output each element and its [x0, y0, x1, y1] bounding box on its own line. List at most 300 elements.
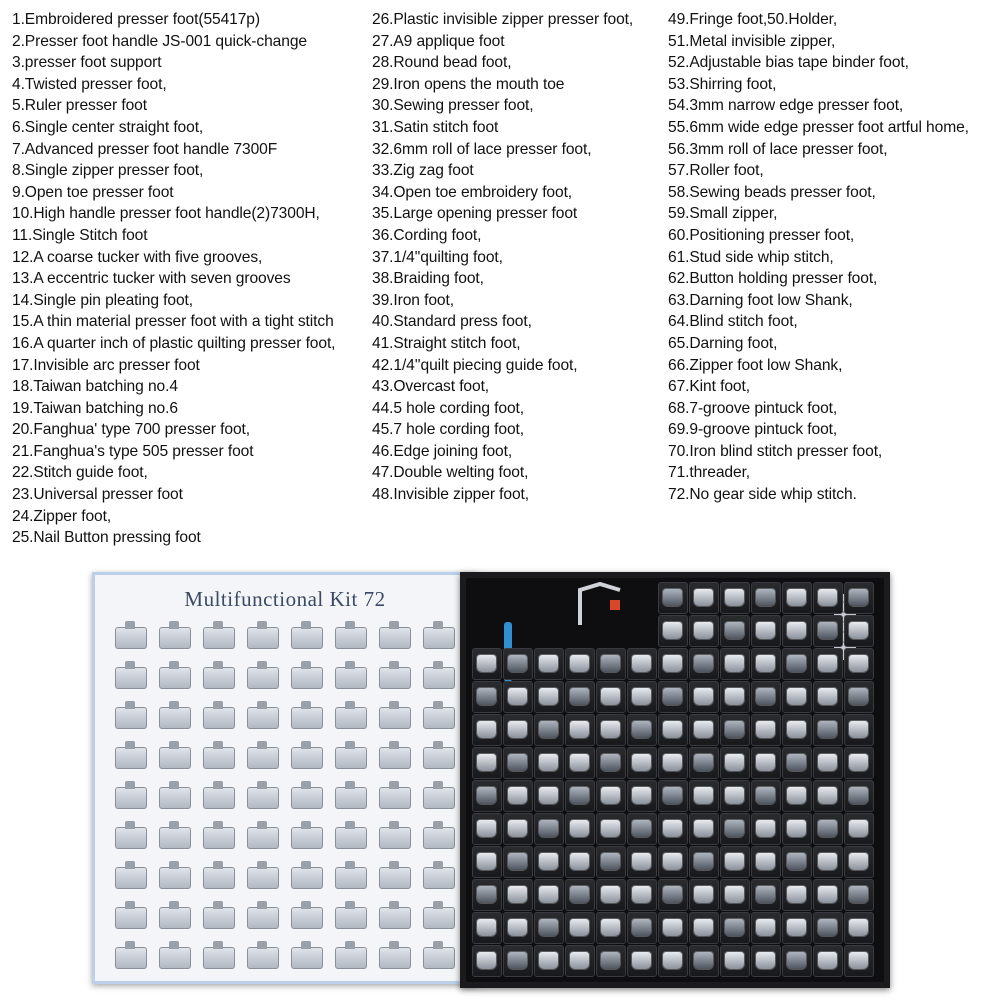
- presser-foot-icon: [632, 820, 651, 837]
- parts-list-item: 62.Button holding presser foot,: [668, 270, 878, 288]
- presser-foot-icon: [477, 721, 496, 738]
- presser-foot-slot: [751, 582, 781, 614]
- presser-foot-icon: [756, 919, 775, 936]
- presser-foot-slot: [627, 945, 657, 977]
- presser-foot-icon: [570, 919, 589, 936]
- presser-foot-slot: [782, 615, 812, 647]
- presser-foot-slot: [596, 714, 626, 746]
- presser-foot-icon: [663, 886, 682, 903]
- presser-foot-thumbnail-icon: [247, 907, 279, 929]
- presser-foot-slot: [689, 945, 719, 977]
- presser-foot-slot: [658, 648, 688, 680]
- presser-foot-slot: [782, 912, 812, 944]
- presser-foot-slot: [813, 681, 843, 713]
- parts-list-item: 31.Satin stitch foot: [372, 118, 499, 136]
- presser-foot-slot: [534, 780, 564, 812]
- parts-list-item: 30.Sewing presser foot,: [372, 97, 534, 115]
- presser-foot-icon: [694, 754, 713, 771]
- parts-list-item: 36.Cording foot,: [372, 226, 482, 244]
- parts-list-item: 68.7-groove pintuck foot,: [668, 399, 838, 417]
- presser-foot-slot: [565, 912, 595, 944]
- presser-foot-icon: [818, 688, 837, 705]
- presser-foot-icon: [849, 589, 868, 606]
- presser-foot-icon: [570, 655, 589, 672]
- parts-list-item: 33.Zig zag foot: [372, 162, 474, 180]
- presser-foot-icon: [508, 952, 527, 969]
- presser-foot-slot: [751, 615, 781, 647]
- presser-foot-slot: [534, 681, 564, 713]
- presser-foot-slot: [472, 780, 502, 812]
- presser-foot-icon: [632, 787, 651, 804]
- presser-foot-slot: [658, 615, 688, 647]
- presser-foot-slot: [503, 780, 533, 812]
- presser-foot-thumbnail-icon: [115, 627, 147, 649]
- presser-foot-slot: [751, 648, 781, 680]
- parts-list-item: 70.Iron blind stitch presser foot,: [668, 442, 883, 460]
- presser-foot-icon: [477, 853, 496, 870]
- presser-foot-slot: [472, 846, 502, 878]
- presser-foot-slot: [844, 846, 874, 878]
- presser-foot-icon: [632, 688, 651, 705]
- presser-foot-thumbnail-icon: [115, 747, 147, 769]
- presser-foot-slot: [658, 714, 688, 746]
- parts-list-item: 8.Single zipper presser foot,: [12, 162, 204, 180]
- presser-foot-icon: [601, 688, 620, 705]
- presser-foot-icon: [539, 919, 558, 936]
- presser-foot-thumbnail-icon: [247, 627, 279, 649]
- presser-foot-slot: [534, 747, 564, 779]
- presser-foot-icon: [818, 820, 837, 837]
- presser-foot-thumbnail-icon: [291, 947, 323, 969]
- presser-foot-slot: [813, 879, 843, 911]
- parts-list-item: 41.Straight stitch foot,: [372, 334, 521, 352]
- presser-foot-thumbnail-icon: [203, 867, 235, 889]
- presser-foot-icon: [849, 754, 868, 771]
- presser-foot-icon: [601, 754, 620, 771]
- presser-foot-slot: [813, 615, 843, 647]
- presser-foot-slot: [472, 648, 502, 680]
- presser-foot-thumbnail-icon: [159, 667, 191, 689]
- presser-foot-slot: [534, 648, 564, 680]
- presser-foot-icon: [570, 952, 589, 969]
- presser-foot-thumbnail-icon: [423, 787, 455, 809]
- presser-foot-icon: [849, 853, 868, 870]
- presser-foot-icon: [725, 589, 744, 606]
- presser-foot-slot: [844, 747, 874, 779]
- parts-list-item: 29.Iron opens the mouth toe: [372, 75, 565, 93]
- presser-foot-slot: [503, 879, 533, 911]
- presser-foot-slot: [689, 747, 719, 779]
- presser-foot-icon: [663, 820, 682, 837]
- presser-foot-thumbnail-icon: [291, 627, 323, 649]
- presser-foot-icon: [508, 919, 527, 936]
- parts-list-item: 52.Adjustable bias tape binder foot,: [668, 54, 909, 72]
- presser-foot-icon: [756, 754, 775, 771]
- presser-foot-slot: [751, 681, 781, 713]
- presser-foot-slot: [596, 780, 626, 812]
- presser-foot-thumbnail-icon: [115, 667, 147, 689]
- presser-foot-slot: [720, 582, 750, 614]
- presser-foot-icon: [663, 655, 682, 672]
- instruction-card: [92, 572, 478, 984]
- presser-foot-thumbnail-icon: [379, 667, 411, 689]
- presser-foot-slot: [596, 879, 626, 911]
- parts-list-item: 64.Blind stitch foot,: [668, 313, 798, 331]
- parts-list-item: 11.Single Stitch foot: [12, 226, 148, 244]
- product-photo: [92, 568, 892, 988]
- presser-foot-slot: [627, 846, 657, 878]
- presser-foot-icon: [756, 721, 775, 738]
- presser-foot-slot: [596, 945, 626, 977]
- presser-foot-thumbnail-icon: [247, 827, 279, 849]
- presser-foot-thumbnail-icon: [159, 627, 191, 649]
- presser-foot-thumbnail-icon: [247, 747, 279, 769]
- presser-foot-icon: [601, 853, 620, 870]
- presser-foot-icon: [818, 952, 837, 969]
- presser-foot-slot: [658, 813, 688, 845]
- presser-foot-slot: [596, 912, 626, 944]
- presser-foot-slot: [782, 648, 812, 680]
- presser-foot-icon: [663, 721, 682, 738]
- presser-foot-icon: [694, 919, 713, 936]
- presser-foot-icon: [632, 919, 651, 936]
- presser-foot-slot: [813, 714, 843, 746]
- presser-foot-thumbnail-icon: [159, 827, 191, 849]
- presser-foot-slot: [844, 714, 874, 746]
- parts-list-column-1: [12, 9, 372, 549]
- parts-list-item: 25.Nail Button pressing foot: [12, 529, 201, 547]
- presser-foot-slot: [534, 846, 564, 878]
- presser-foot-icon: [508, 820, 527, 837]
- presser-foot-slot: [751, 813, 781, 845]
- parts-list-item: 10.High handle presser foot handle(2)7300H,: [12, 205, 320, 223]
- presser-foot-slot: [720, 879, 750, 911]
- presser-foot-slot: [503, 747, 533, 779]
- presser-foot-thumbnail-icon: [423, 867, 455, 889]
- parts-list-item: 51.Metal invisible zipper,: [668, 32, 836, 50]
- presser-foot-slot: [503, 813, 533, 845]
- presser-foot-thumbnail-icon: [423, 707, 455, 729]
- presser-foot-thumbnail-icon: [423, 947, 455, 969]
- parts-list-item: 6.Single center straight foot,: [12, 118, 204, 136]
- presser-foot-slot: [844, 813, 874, 845]
- parts-list-item: 38.Braiding foot,: [372, 270, 484, 288]
- presser-foot-slot: [720, 714, 750, 746]
- presser-foot-thumbnail-icon: [335, 827, 367, 849]
- presser-foot-icon: [787, 589, 806, 606]
- parts-list-item: 47.Double welting foot,: [372, 464, 529, 482]
- presser-foot-slot: [751, 747, 781, 779]
- presser-foot-thumbnail-icon: [159, 787, 191, 809]
- presser-foot-icon: [570, 853, 589, 870]
- parts-list-item: 43.Overcast foot,: [372, 378, 490, 396]
- parts-list-item: 55.6mm wide edge presser foot artful home,: [668, 118, 969, 136]
- presser-foot-slot: [782, 747, 812, 779]
- presser-foot-icon: [539, 820, 558, 837]
- presser-foot-icon: [756, 688, 775, 705]
- presser-foot-slot: [596, 846, 626, 878]
- presser-foot-thumbnail-icon: [335, 787, 367, 809]
- presser-foot-icon: [663, 688, 682, 705]
- presser-foot-icon: [663, 622, 682, 639]
- presser-foot-thumbnail-icon: [291, 787, 323, 809]
- presser-foot-icon: [849, 787, 868, 804]
- presser-foot-slot: [720, 912, 750, 944]
- presser-foot-icon: [787, 688, 806, 705]
- parts-list-item: 57.Roller foot,: [668, 162, 764, 180]
- presser-foot-thumbnail-icon: [203, 907, 235, 929]
- parts-list-item: 45.7 hole cording foot,: [372, 421, 525, 439]
- presser-foot-icon: [756, 952, 775, 969]
- parts-list-item: 18.Taiwan batching no.4: [12, 378, 178, 396]
- presser-foot-icon: [539, 688, 558, 705]
- presser-foot-slot: [503, 912, 533, 944]
- presser-foot-icon: [601, 820, 620, 837]
- presser-foot-icon: [477, 688, 496, 705]
- parts-list-item: 72.No gear side whip stitch.: [668, 486, 857, 504]
- presser-foot-slot: [658, 846, 688, 878]
- presser-foot-icon: [756, 886, 775, 903]
- presser-foot-icon: [632, 754, 651, 771]
- parts-list-item: 71.threader,: [668, 464, 751, 482]
- presser-foot-slot: [782, 780, 812, 812]
- presser-foot-icon: [849, 820, 868, 837]
- presser-foot-slot: [782, 945, 812, 977]
- presser-foot-thumbnail-icon: [203, 707, 235, 729]
- presser-foot-icon: [787, 787, 806, 804]
- presser-foot-thumbnail-icon: [423, 667, 455, 689]
- presser-foot-slot: [658, 582, 688, 614]
- presser-foot-thumbnail-icon: [247, 667, 279, 689]
- presser-foot-slot: [720, 747, 750, 779]
- presser-foot-thumbnail-icon: [291, 827, 323, 849]
- presser-foot-icon: [787, 622, 806, 639]
- presser-foot-slot: [627, 780, 657, 812]
- presser-foot-slot: [720, 648, 750, 680]
- presser-foot-icon: [477, 787, 496, 804]
- presser-foot-icon: [508, 853, 527, 870]
- presser-foot-icon: [725, 853, 744, 870]
- presser-foot-icon: [818, 589, 837, 606]
- presser-foot-thumbnail-icon: [291, 667, 323, 689]
- presser-foot-icon: [725, 952, 744, 969]
- presser-foot-thumbnail-icon: [423, 627, 455, 649]
- presser-foot-slot: [751, 846, 781, 878]
- presser-foot-icon: [694, 787, 713, 804]
- presser-foot-icon: [694, 688, 713, 705]
- parts-list-item: 56.3mm roll of lace presser foot,: [668, 140, 888, 158]
- presser-foot-icon: [818, 853, 837, 870]
- presser-foot-thumbnail-icon: [115, 907, 147, 929]
- presser-foot-slot: [844, 945, 874, 977]
- presser-foot-icon: [663, 952, 682, 969]
- presser-foot-thumbnail-icon: [335, 867, 367, 889]
- presser-foot-slot: [844, 780, 874, 812]
- presser-foot-thumbnail-icon: [247, 787, 279, 809]
- presser-foot-slot: [472, 945, 502, 977]
- presser-foot-slot: [782, 846, 812, 878]
- presser-foot-icon: [601, 655, 620, 672]
- presser-foot-thumbnail-icon: [159, 907, 191, 929]
- presser-foot-thumbnail-icon: [247, 867, 279, 889]
- presser-foot-slot: [720, 615, 750, 647]
- presser-foot-slot: [689, 615, 719, 647]
- presser-foot-slot: [534, 879, 564, 911]
- presser-foot-icon: [663, 589, 682, 606]
- presser-foot-icon: [694, 853, 713, 870]
- presser-foot-slot: [565, 945, 595, 977]
- presser-foot-slot: [534, 912, 564, 944]
- presser-foot-slot: [813, 912, 843, 944]
- presser-foot-slot: [596, 747, 626, 779]
- presser-foot-icon: [849, 886, 868, 903]
- presser-foot-icon: [477, 655, 496, 672]
- presser-foot-icon: [694, 655, 713, 672]
- presser-foot-icon: [632, 721, 651, 738]
- presser-foot-thumbnail-icon: [203, 627, 235, 649]
- presser-foot-slot: [565, 879, 595, 911]
- presser-foot-slot: [658, 747, 688, 779]
- presser-foot-slot: [844, 648, 874, 680]
- presser-foot-icon: [818, 721, 837, 738]
- parts-list-item: 2.Presser foot handle JS-001 quick-change: [12, 32, 307, 50]
- presser-foot-icon: [818, 754, 837, 771]
- parts-list-item: 7.Advanced presser foot handle 7300F: [12, 140, 278, 158]
- presser-foot-icon: [756, 787, 775, 804]
- parts-list-item: 34.Open toe embroidery foot,: [372, 183, 573, 201]
- parts-list-item: 44.5 hole cording foot,: [372, 399, 525, 417]
- parts-list-item: 48.Invisible zipper foot,: [372, 486, 529, 504]
- presser-foot-slot: [472, 681, 502, 713]
- parts-list-item: 15.A thin material presser foot with a tight stitch: [12, 313, 334, 331]
- presser-foot-icon: [539, 787, 558, 804]
- presser-foot-slot: [472, 714, 502, 746]
- presser-foot-icon: [663, 787, 682, 804]
- presser-foot-thumbnail-icon: [115, 947, 147, 969]
- presser-foot-icon: [539, 754, 558, 771]
- presser-foot-icon: [787, 886, 806, 903]
- presser-foot-icon: [725, 655, 744, 672]
- parts-list-item: 14.Single pin pleating foot,: [12, 291, 193, 309]
- presser-foot-slot: [844, 582, 874, 614]
- parts-list-item: 5.Ruler presser foot: [12, 97, 147, 115]
- presser-foot-slot: [503, 945, 533, 977]
- presser-foot-icon: [632, 952, 651, 969]
- parts-list-item: 46.Edge joining foot,: [372, 442, 513, 460]
- presser-foot-icon: [725, 886, 744, 903]
- presser-foot-slot: [813, 648, 843, 680]
- presser-foot-slot: [565, 846, 595, 878]
- presser-foot-slot: [844, 681, 874, 713]
- presser-foot-slot: [720, 681, 750, 713]
- presser-foot-icon: [756, 820, 775, 837]
- presser-foot-thumbnail-icon: [203, 827, 235, 849]
- presser-foot-icon: [508, 886, 527, 903]
- parts-list-item: 24.Zipper foot,: [12, 507, 112, 525]
- presser-foot-thumbnail-icon: [203, 667, 235, 689]
- presser-foot-slot: [658, 945, 688, 977]
- presser-foot-icon: [725, 754, 744, 771]
- presser-foot-slot: [689, 780, 719, 812]
- parts-list-item: 26.Plastic invisible zipper presser foot,: [372, 11, 634, 28]
- storage-box: [460, 572, 890, 988]
- presser-foot-slot: [658, 681, 688, 713]
- presser-foot-slot: [813, 747, 843, 779]
- parts-list-column-3: [668, 9, 1000, 506]
- presser-foot-icon: [539, 853, 558, 870]
- presser-foot-slot: [565, 681, 595, 713]
- presser-foot-slot: [596, 813, 626, 845]
- parts-list-item: 69.9-groove pintuck foot,: [668, 421, 838, 439]
- presser-foot-slot: [751, 714, 781, 746]
- presser-foot-thumbnail-icon: [115, 707, 147, 729]
- presser-foot-icon: [849, 721, 868, 738]
- presser-foot-thumbnail-icon: [379, 627, 411, 649]
- presser-foot-icon: [787, 655, 806, 672]
- parts-list-item: 58.Sewing beads presser foot,: [668, 183, 876, 201]
- presser-foot-icon: [725, 688, 744, 705]
- parts-list-item: 32.6mm roll of lace presser foot,: [372, 140, 592, 158]
- presser-foot-thumbnail-icon: [379, 867, 411, 889]
- presser-foot-icon: [539, 886, 558, 903]
- parts-list-column-2: [372, 9, 668, 506]
- presser-foot-icon: [477, 952, 496, 969]
- card-thumbnail-grid: [109, 619, 469, 979]
- presser-foot-icon: [694, 589, 713, 606]
- presser-foot-slot: [565, 747, 595, 779]
- parts-list-item: 21.Fanghua's type 505 presser foot: [12, 442, 254, 460]
- presser-foot-icon: [849, 622, 868, 639]
- presser-foot-icon: [601, 952, 620, 969]
- presser-foot-icon: [849, 655, 868, 672]
- presser-foot-icon: [818, 919, 837, 936]
- presser-foot-thumbnail-icon: [291, 867, 323, 889]
- presser-foot-slot: [596, 681, 626, 713]
- parts-list-item: 27.A9 applique foot: [372, 32, 505, 50]
- presser-foot-slot: [689, 912, 719, 944]
- presser-foot-thumbnail-icon: [335, 627, 367, 649]
- presser-foot-icon: [539, 952, 558, 969]
- card-title: Multifunctional Kit 72: [184, 587, 386, 611]
- presser-foot-thumbnail-icon: [379, 827, 411, 849]
- presser-foot-slot: [658, 912, 688, 944]
- parts-list-item: 37.1/4"quilting foot,: [372, 248, 503, 266]
- presser-foot-icon: [477, 754, 496, 771]
- presser-foot-thumbnail-icon: [247, 707, 279, 729]
- presser-foot-icon: [756, 622, 775, 639]
- presser-foot-slot: [844, 912, 874, 944]
- presser-foot-icon: [508, 754, 527, 771]
- presser-foot-slot: [751, 912, 781, 944]
- presser-foot-slot: [503, 648, 533, 680]
- parts-list-item: 22.Stitch guide foot,: [12, 464, 148, 482]
- presser-foot-slot: [720, 780, 750, 812]
- parts-list-item: 13.A eccentric tucker with seven grooves: [12, 270, 291, 288]
- presser-foot-thumbnail-icon: [115, 867, 147, 889]
- presser-foot-slot: [689, 714, 719, 746]
- presser-foot-thumbnail-icon: [159, 947, 191, 969]
- presser-foot-thumbnail-icon: [291, 747, 323, 769]
- parts-list-item: 35.Large opening presser foot: [372, 205, 578, 223]
- presser-foot-slot: [782, 681, 812, 713]
- presser-foot-slot: [844, 879, 874, 911]
- presser-foot-slot: [565, 648, 595, 680]
- presser-foot-icon: [570, 886, 589, 903]
- presser-foot-slot: [689, 648, 719, 680]
- parts-list-item: 49.Fringe foot,50.Holder,: [668, 11, 838, 28]
- parts-list-item: 17.Invisible arc presser foot: [12, 356, 200, 374]
- presser-foot-slot: [782, 813, 812, 845]
